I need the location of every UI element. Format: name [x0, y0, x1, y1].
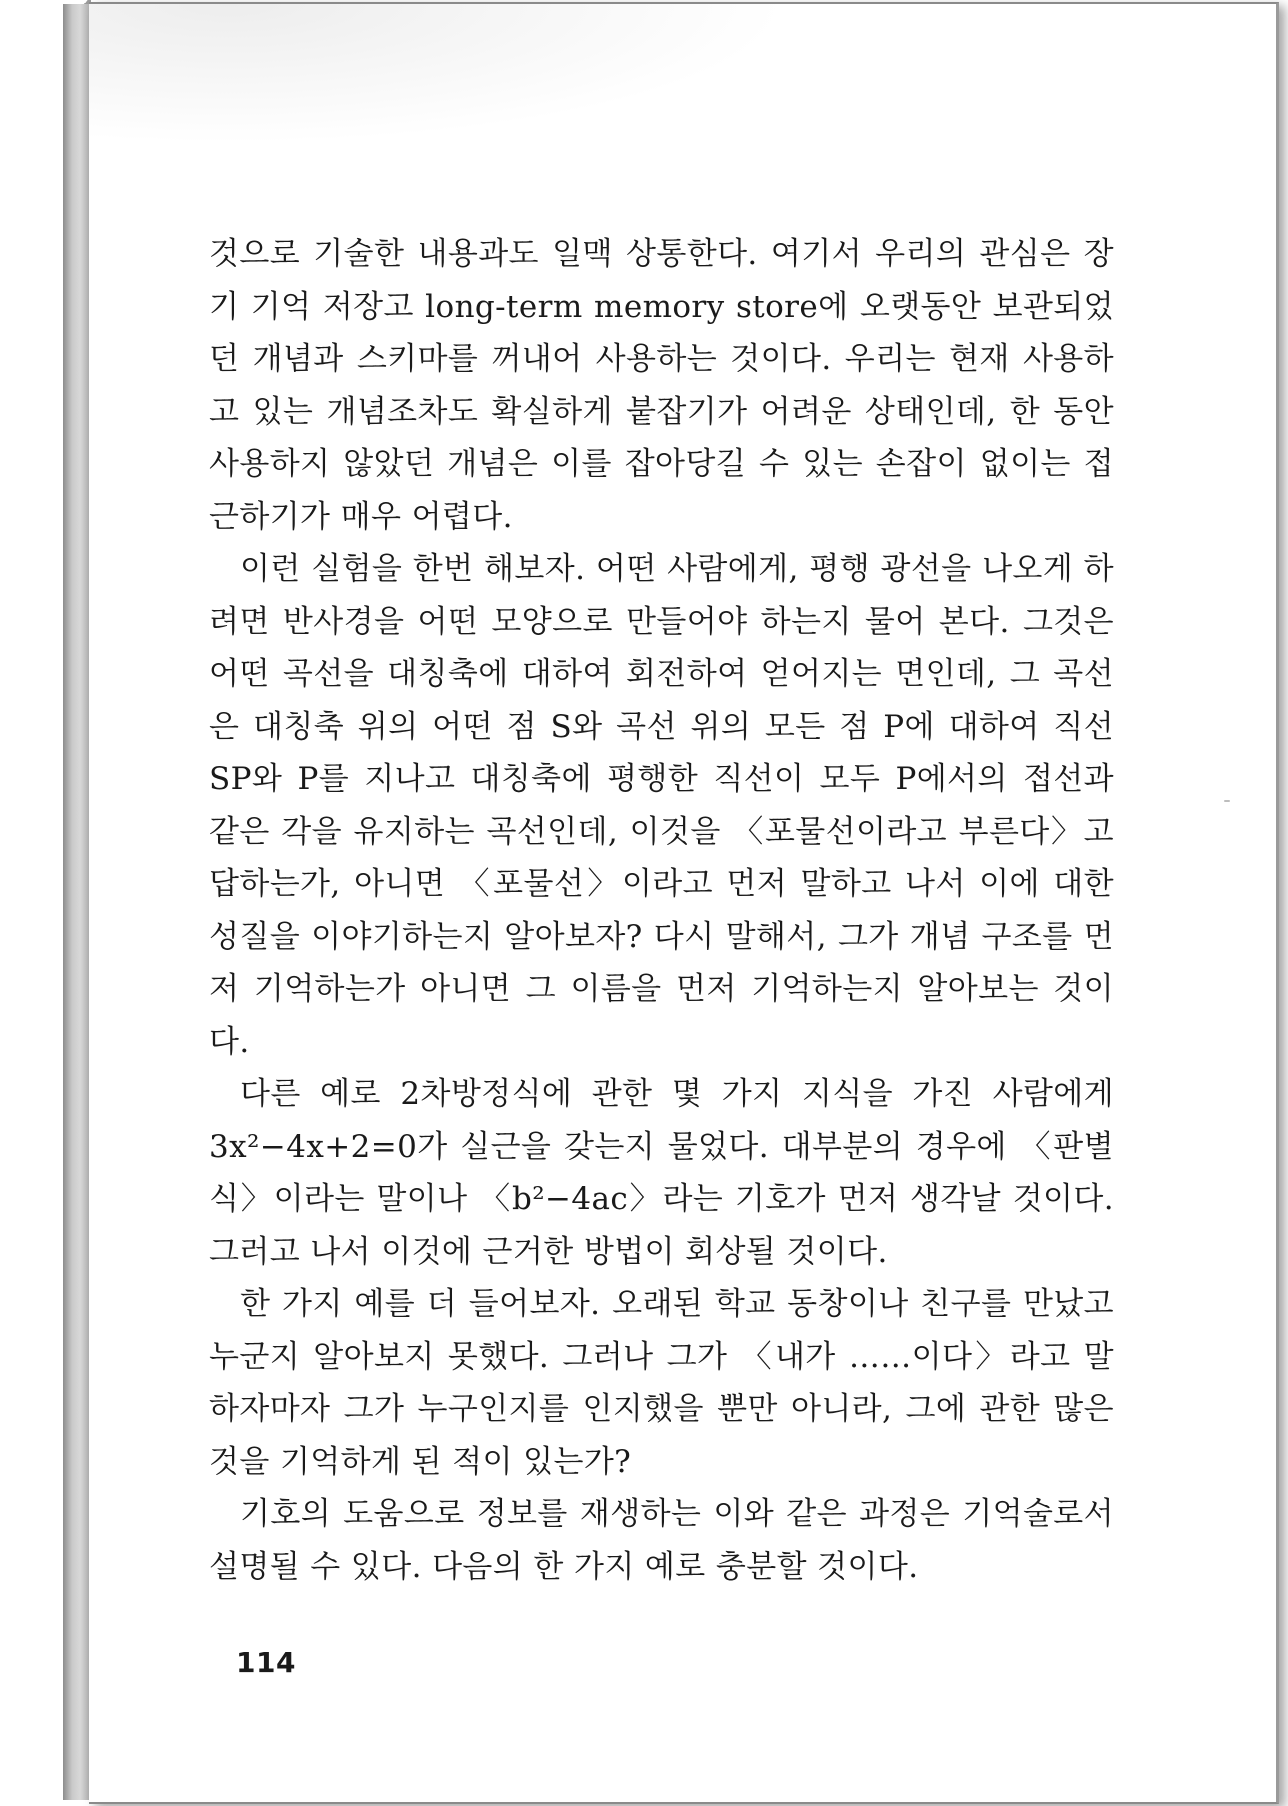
paragraph-3: 다른 예로 2차방정식에 관한 몇 가지 지식을 가진 사람에게 3x²−4x+2=0가 실근을 갖는지 물었다. 대부분의 경우에 〈판별식〉이라는 말이나 〈b²−4ac〉라는 기호가 먼저 생각날 것이다. 그러고 나서 이것에 근거한 방법이 회상될 것이다. — [209, 1076, 1114, 1270]
paragraph-1: 것으로 기술한 내용과도 일맥 상통한다. 여기서 우리의 관심은 장기 기억 저장고 long-term memory store에 오랫동안 보관되었던 개념과 스키마를 꺼내어 사용하는 것이다. 우리는 현재 사용하고 있는 개념조차도 확실하게 붙잡기가 어려운 상태인데, 한 동안 사용하지 않았던 개념은 이를 잡아당길 수 있는 손잡이 없이는 접근하기가 매우 어렵다. — [209, 236, 1114, 535]
page-number: 114 — [236, 1646, 296, 1679]
page-speck — [1224, 800, 1230, 802]
paragraph-4: 한 가지 예를 더 들어보자. 오래된 학교 동창이나 친구를 만났고 누군지 알아보지 못했다. 그러나 그가 〈내가 ……이다〉라고 말하자마자 그가 누구인지를 인지했을 뿐만 아니라, 그에 관한 많은 것을 기억하게 된 적이 있는가? — [209, 1286, 1115, 1480]
paragraph-5: 기호의 도움으로 정보를 재생하는 이와 같은 과정은 기억술로서 설명될 수 있다. 다음의 한 가지 예로 충분할 것이다. — [209, 1496, 1114, 1585]
book-spine-edge — [63, 4, 89, 1800]
page-body-text — [209, 228, 1114, 1593]
paragraph-2: 이런 실험을 한번 해보자. 어떤 사람에게, 평행 광선을 나오게 하려면 반사경을 어떤 모양으로 만들어야 하는지 물어 본다. 그것은 어떤 곡선을 대칭축에 대하여 회전하여 얻어지는 면인데, 그 곡선은 대칭축 위의 어떤 점 S와 곡선 위의 모든 점 P에 대하여 직선 SP와 P를 지나고 대칭축에 평행한 직선이 모두 P에서의 접선과 같은 각을 유지하는 곡선인데, 이것을 〈포물선이라고 부른다〉고 답하는가, 아니면 〈포물선〉이라고 먼저 말하고 나서 이에 대한 성질을 이야기하는지 알아보자? 다시 말해서, 그가 개념 구조를 먼저 기억하는가 아니면 그 이름을 먼저 기억하는지 알아보는 것이다. — [209, 551, 1114, 1060]
